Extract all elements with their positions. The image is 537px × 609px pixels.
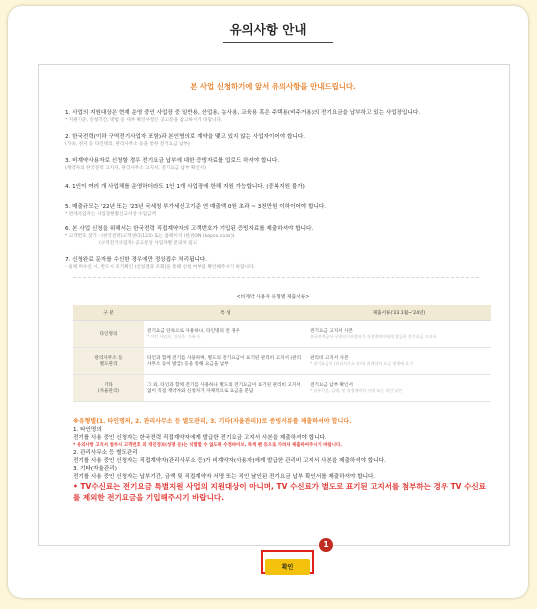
- warning-red-note: * 유의사항 고지서 첨부시 고객번호 외 개인정보(성명 등)는 식별할 수 없도록 수정바이브, 특색 펜 등으로 가려서 제출하여주시기 바랍니다.: [73, 443, 342, 448]
- table-row: [73, 321, 491, 348]
- notice-item-note: * 지원기준, 신청기간, 방법 등 세부 확인사항은 공고문을 참고하시기 바랍니다.: [65, 118, 223, 123]
- table-header-row: [73, 305, 491, 321]
- notice-item-note: (구역전기사업자) 공고문상 사업자별 문의처 참고: [99, 241, 198, 246]
- row-docs-sub: * 납부기간, 금액, 및 직접계약자 서명 또는 직인 날인: [310, 388, 403, 393]
- row-docs: [307, 348, 491, 375]
- row-docs: [307, 375, 491, 402]
- warning-line: 전기를 사용 중인 신청자는 직접계약자(관리사무소 등)가 비계약자(사용자)에게 발급한 관리비 고지서 사본을 제출하셔야 합니다.: [73, 458, 386, 464]
- warning-line: 1. 타인명의: [73, 427, 102, 433]
- warning-title: ※유형별(1. 타인명의, 2. 관리사무소 등 별도관리, 3. 기타(자율관리))로 증빙서류를 제출하셔야 합니다.: [73, 418, 352, 425]
- confirm-button[interactable]: 확인: [265, 559, 310, 575]
- row-type: 기타 (자율관리): [73, 375, 144, 402]
- notice-item-note: * 면세사업자는 사업장현황신고서상 수입금액: [65, 212, 156, 217]
- notice-item-text: 7. 신청완료 문자를 수신한 경우에만 정상접수 처리됩니다.: [65, 257, 208, 263]
- warning-section: [73, 417, 493, 503]
- warning-line: 전기를 사용 중인 신청자는 한국전력 직접계약자에게 발급한 전기요금 고지서 사본을 제출하셔야 합니다.: [73, 435, 327, 441]
- warning-line: 2. 관리사무소 등 별도관리: [73, 450, 138, 456]
- table-caption: <비계약 사용자 유형별 제출서류>: [236, 295, 310, 300]
- confirm-button-highlight: [261, 550, 314, 574]
- row-trait-text: 전기요금 단독으로 사용하나, 타인명의 전 경우: [147, 329, 241, 334]
- notice-item-note: (가속, 친지 등 타인명의, 관리사무소 등을 통한 전기요금 납부): [65, 142, 190, 147]
- notice-item-4: [65, 183, 475, 191]
- table-row: [73, 375, 491, 402]
- notice-item-note: (계약자의 한국전력 고지서, 관리사무소 고지서, 전기요금 납부 확인서): [65, 166, 206, 171]
- notice-modal: [8, 6, 528, 598]
- modal-title: 유의사항 안내: [229, 22, 307, 37]
- notice-item-1: [65, 109, 475, 124]
- notice-content-box[interactable]: [38, 64, 510, 546]
- row-docs-text: 전기요금 고지서 사본: [310, 329, 353, 334]
- notice-item-2: [65, 133, 475, 148]
- document-table: [73, 305, 491, 402]
- row-trait-sub: * 이전 사업자, 건물주, 가족 등: [147, 334, 201, 339]
- notice-item-text: 3. 비계약사용자로 신청할 경우 전기요금 납부에 대한 증빙자료를 업로드 하셔야 합니다.: [65, 158, 280, 164]
- table-header: 특 성: [144, 305, 307, 321]
- notice-item-6: [65, 225, 475, 247]
- table-row: [73, 348, 491, 375]
- notice-item-5: [65, 203, 475, 218]
- row-docs-text: 관리비 고지서 사본: [310, 356, 349, 361]
- warning-line: 3. 기타(자율관리): [73, 466, 117, 472]
- notice-item-text: 5. 매출규모는 '22년 또는 '23년 국세청 부가세신고기준 연 매출액 0원 초과 ~ 3천만원 이하이어야 합니다.: [65, 204, 327, 210]
- row-type: 관리사무소 등 별도관리: [73, 348, 144, 375]
- tv-notice: • TV수신료는 전기요금 특별지원 사업의 지원대상이 아니며, TV 수신료가 별도로 표기된 고지서를 첨부하는 경우 TV 수신료를 제외한 전기요금을 기입해주시기 바랍니다.: [73, 482, 486, 502]
- row-docs-sub: * 전기요금이 (관리사무소 등이) 비계약자 요금 명세에 표기: [310, 361, 413, 366]
- notice-item-text: 4. 1인이 여러 개 사업체를 운영하더라도 1인 1개 사업장에 한해 지원 가능합니다. (중복지원 불가): [65, 184, 305, 190]
- notice-item-7: [65, 256, 475, 271]
- row-trait: [144, 321, 307, 348]
- notice-headline: 본 사업 신청하기에 앞서 유의사항을 안내드립니다.: [190, 82, 356, 91]
- notice-item-note: - 실제 미수신 시, 반드시 조기확인 (신청결과 조회)을 통해 신청 여부를 확인해주시기 바랍니다.: [65, 265, 255, 270]
- row-docs-sub: 한국전력공사 구역전기사업자가 직접계약자에게 발급한 전기요금 고지서: [310, 334, 437, 339]
- row-type: 타인명의: [73, 321, 144, 348]
- row-trait-text: 타인과 함께 전기를 사용하며, 별도의 전기요금이 표기된 관리비 고지서 (관리사무소 등이 발급) 등을 통해 요금을 납부: [147, 356, 302, 367]
- notice-item-note: * 고객번호 찾기 : (한국전력)고객센터(123) 또는 홈페이지 (한전ON (kepco.co.kr)): [65, 234, 235, 239]
- notice-item-3: [65, 157, 475, 172]
- row-docs: [307, 321, 491, 348]
- notice-item-text: 2. 한국전력(이하 구역전기사업자 포함)과 본인명의로 계약을 맺고 있지 않는 사업자이어야 합니다.: [65, 134, 306, 140]
- title-underline: [223, 42, 333, 43]
- table-header: 구 분: [73, 305, 144, 321]
- warning-line: 전기를 사용 중인 신청자는 납부기간, 금액 및 직접계약자 서명 또는 직인 날인된 전기요금 납부 확인서를 제출하셔야 합니다.: [73, 474, 376, 480]
- step-badge: 1: [319, 538, 333, 552]
- row-trait-text: 그 외, 타인과 함께 전기를 사용하나 별도의 전기요금이 표기된 관리비 고지서 없이 직접 계약자와 신청자가 자체적으로 요금을 분담: [147, 383, 301, 394]
- notice-item-text: 1. 사업의 지원대상은 현재 운영 중인 사업장 중 일반용, 산업용, 농사용, 교육용 혹은 주택용(비주거용)의 전기요금을 납부하고 있는 사업장입니다.: [65, 110, 421, 116]
- section-divider: [73, 277, 479, 278]
- row-docs-text: 전기요금 납부 확인서: [310, 383, 353, 388]
- notice-item-text: 6. 본 사업 신청을 위해서는 한국전력 직접계약자의 고객번호가 기입된 증빙자료를 제출하셔야 합니다.: [65, 226, 314, 232]
- table-header: 제출서류('23.1월~'24년): [307, 305, 491, 321]
- row-trait: [144, 348, 307, 375]
- row-trait: [144, 375, 307, 402]
